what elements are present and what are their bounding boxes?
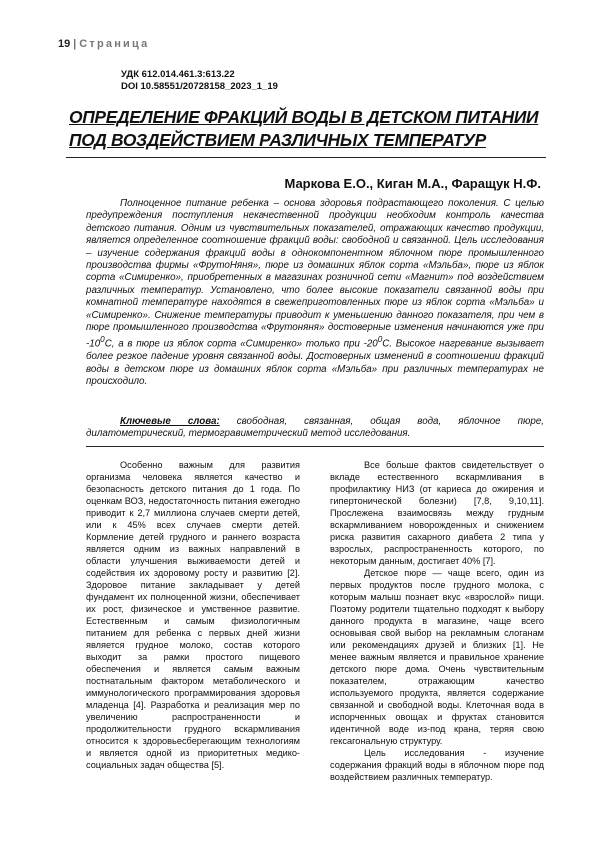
header-separator: | [73,38,77,50]
degree-sup-2: 0 [377,335,383,345]
keywords-rule [86,446,544,447]
abstract-part-3: С. Высокое нагревание вызывает более резкое падение уровня связанной воды. Достоверных изменений в соотношении фракций воды в детском пюре из домашних яблок сорта «Мэльба» при различных температурах не происходило. [86,338,544,387]
body-column-left [86,459,300,771]
abstract-part-1: Полноценное питание ребенка – основа здоровья подрастающего поколения. С целью предупреждения поступления некачественной продукции необходим контроль качества детского питания. Одним из чувствительных показателей, отражающих качество продукции, является определенное соотношение фракций воды: свободной и связанной. Цель исследования – изучение содержания фракций воды в однокомпонентном яблочном пюре промышленного производства фирмы «ФрутоНяня», пюре из домашних яблок сорта «Мэльба», пюре из яблок сорта «Симиренко», приобретенных в магазинах розничной сети «Магнит» под воздействием различных температур. Установлено, что более высокие показатели связанной воды при комнатной температуре находятся в свежеприготовленных пюре из яблок сорта «Мэльба» и «Симиренко». Снижение температуры приводит к уменьшению данного показателя, при чем в пюре промышленного производства «Фрутоняня» достоверные изменения начинаются уже при -10 [86,198,544,350]
keywords-label: Ключевые слова: [120,416,220,427]
abstract [86,198,544,388]
doi: DOI 10.58551/20728158_2023_1_19 [121,81,278,92]
abstract-part-2: С, а в пюре из яблок сорта «Симиренко» только при -20 [104,338,378,350]
body-paragraph: Цель исследования - изучение содержания фракций воды в яблочном пюре под воздействием различных температур. [330,748,544,782]
paper-title: ОПРЕДЕЛЕНИЕ ФРАКЦИЙ ВОДЫ В ДЕТСКОМ ПИТАНИИ ПОД ВОЗДЕЙСТВИЕМ РАЗЛИЧНЫХ ТЕМПЕРАТУР [69,107,539,150]
udc-code: УДК 612.014.461.3:613.22 [121,69,235,80]
keywords [86,416,544,441]
body-column-right [330,459,544,783]
running-header [58,38,149,50]
body-paragraph: Все больше фактов свидетельствует о вкладе естественного вскармливания в профилактику НИЗ (от кариеса до ожирения и гипертонической болезни) [7,8, 9,10,11]. Прослежена взаимосвязь между грудным вскармливанием новорожденных и снижением риска развития сахарного диабета 2 типа у взрослых, распространенность которого, по некоторым данным, достигает 40% [7]. [330,460,544,566]
body-paragraph: Детское пюре — чаще всего, один из первых продуктов после грудного молока, с которым малыш познает вкус «взрослой» пищи. Поэтому родители тщательно подходят к выбору данного продукта в магазине, чаще всего основывая свой выбор на рекламным слоганам или рекомендациях друзей и близких [1]. Не менее важным является и правильное хранение детского пюре дома. Очень чувствительным показателем, отражающим качество используемого продукта, является содержание связанной и свободной воды. Клеточная вода в испорченных овощах и фруктах становится идентичной воде из-под крана, теряя свою гексагональную структуру. [330,568,544,746]
page-number: 19 [58,38,71,50]
body-paragraph: Особенно важным для развития организма человека является качество и безопасность детского питания до 1 года. По оценкам ВОЗ, недостаточность питания ежегодно приводит к 2,7 миллиона случаев смерти детей, или к 45% всех случаев смерти детей. Кормление детей грудного и раннего возраста является одним из важных направлений в области улучшения выживаемости детей и содействия их здоровому росту и развитию [2]. Здоровое питание закладывает у детей фундамент их полноценной жизни, обеспечивает их рост, физическое и умственное развитие. Естественным и самым физиологичным питанием для ребенка с первых дней жизни является грудное молоко, состав которого выходит за рамки простого пищевого обеспечения и является самым важным постнатальным фактором метаболического и иммунологического программирования здоровья младенца [4]. Разработка и реализация мер по увеличению распространенности и продолжительности грудного вскармливания относится к здоровьесберегающим технологиям и является одной из приоритетных медико-социальных задач общества [5]. [86,460,300,770]
degree-sup-1: 0 [100,335,105,345]
page-word: Страница [79,38,150,50]
authors: Маркова Е.О., Киган М.А., Фаращук Н.Ф. [284,176,541,191]
keywords-text: свободная, связанная, общая вода, яблочное пюре, дилатометрический, термогравиметрический метод исследования. [86,416,544,440]
title-rule [66,157,546,158]
